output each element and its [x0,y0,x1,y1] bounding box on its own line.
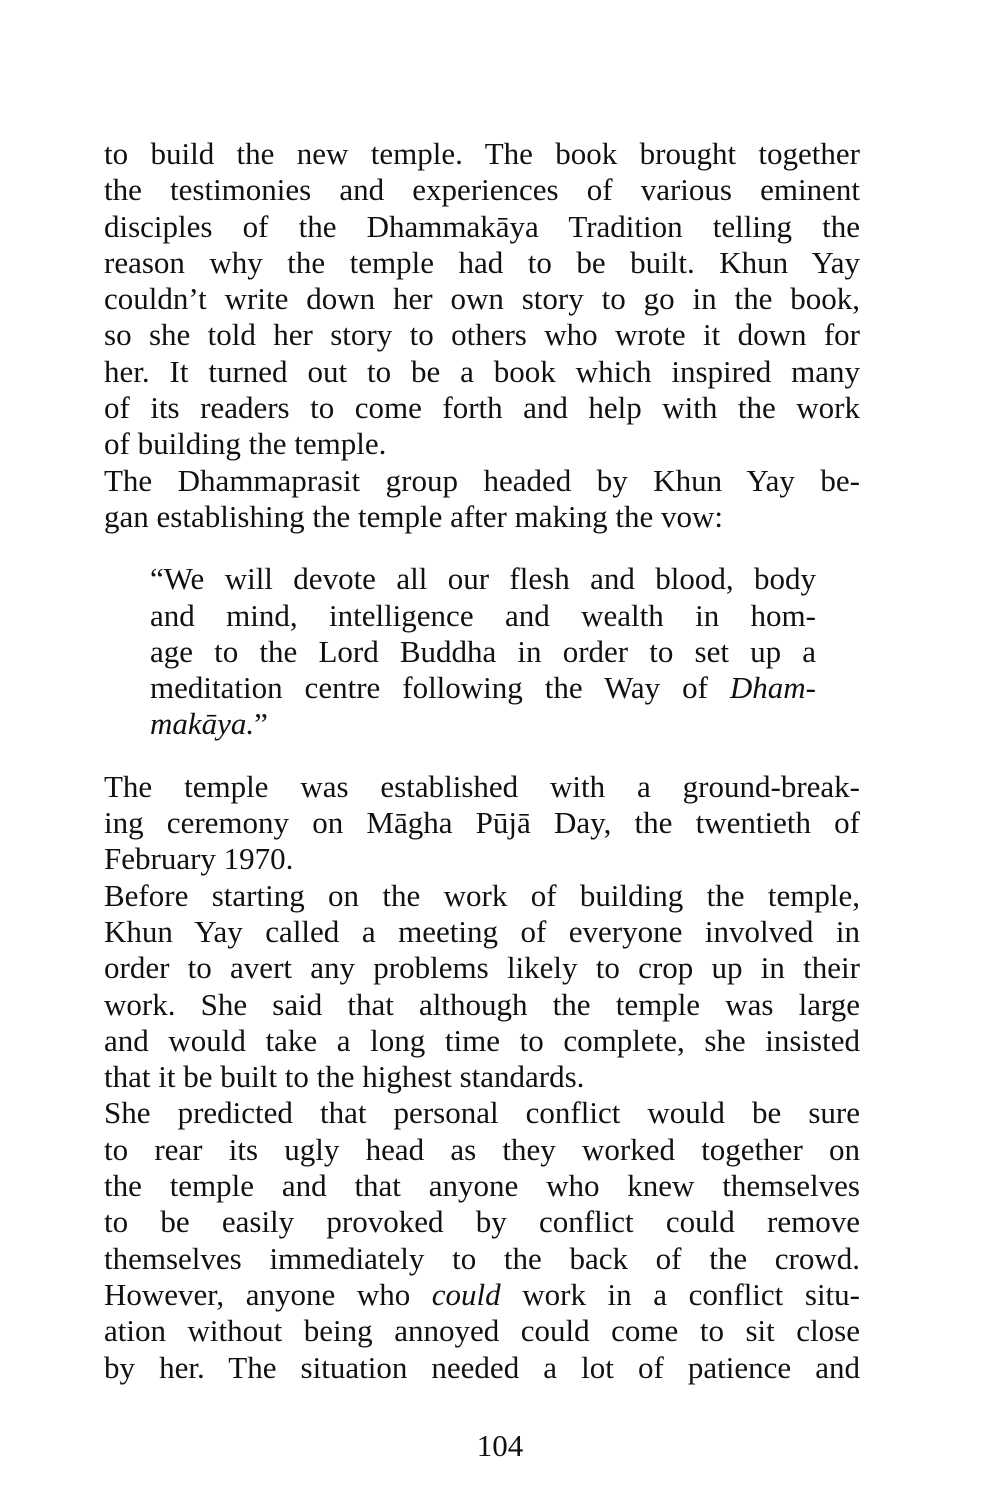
text-line: of building the temple. [104,426,387,462]
quote-line [150,670,816,706]
text-line: themselves immediately to the back of the crowd. [104,1240,860,1276]
text-line: She predicted that personal conflict would be sure [104,1095,860,1131]
paragraph-book-testimonies [104,136,860,463]
text-line: Khun Yay called a meeting of everyone involved in [104,913,860,949]
quote-italic-term: Dham- [729,670,816,706]
vow-blockquote [150,561,816,742]
text-line: the temple and that anyone who knew themselves [104,1168,860,1204]
text-line: to be easily provoked by conflict could remove [104,1204,860,1240]
text-line [104,1277,860,1313]
quote-italic-term: makāya. [150,706,255,742]
text-line: Before starting on the work of building the temple, [104,877,860,913]
text-line: February 1970. [104,841,294,877]
text-line: her. It turned out to be a book which inspired many [104,353,860,389]
text-line: to build the new temple. The book brought together [104,136,860,171]
text-line: ation without being annoyed could come to sit close [104,1313,860,1349]
text-line: by her. The situation needed a lot of patience and [104,1349,860,1385]
paragraph-dhammaprasit-group [104,463,860,536]
paragraph-meeting [104,878,860,1096]
text-line: reason why the temple had to be built. Khun Yay [104,244,860,280]
paragraph-ground-breaking [104,769,860,878]
text-line: order to avert any problems likely to crop up in their [104,950,860,986]
text-line: gan establishing the temple after making the vow: [104,498,723,534]
text-line: to rear its ugly head as they worked together on [104,1131,860,1167]
page-number: 104 [476,1428,524,1463]
text-line: disciples of the Dhammakāya Tradition telling the [104,208,860,244]
text-line: so she told her story to others who wrote it down for [104,317,860,353]
quote-line [150,706,816,742]
quote-line: “We will devote all our flesh and blood, body [150,561,816,597]
page-body [104,136,860,1386]
text-line: work. She said that although the temple was large [104,986,860,1022]
quote-line: and mind, intelligence and wealth in hom- [150,597,816,633]
quote-line: age to the Lord Buddha in order to set up a [150,633,816,669]
text-line: ing ceremony on Māgha Pūjā Day, the twentieth of [104,805,860,841]
text-line: the testimonies and experiences of various eminent [104,172,860,208]
quote-closing-mark: ” [254,706,268,742]
text-line: The Dhammaprasit group headed by Khun Yay be- [104,462,860,498]
emphasis-could: could [431,1276,501,1312]
text-line: couldn’t write down her own story to go in the book, [104,281,860,317]
quote-line-text: meditation centre following the Way of [150,670,730,706]
text-line: and would take a long time to complete, she insisted [104,1022,860,1058]
text-segment: However, anyone who [104,1276,432,1312]
text-line: that it be built to the highest standards. [104,1059,585,1095]
paragraph-conflict-prediction [104,1095,860,1385]
text-line: The temple was established with a ground-break- [104,768,860,804]
text-line: of its readers to come forth and help with the work [104,390,860,426]
text-segment: work in a conflict situ- [500,1276,860,1312]
